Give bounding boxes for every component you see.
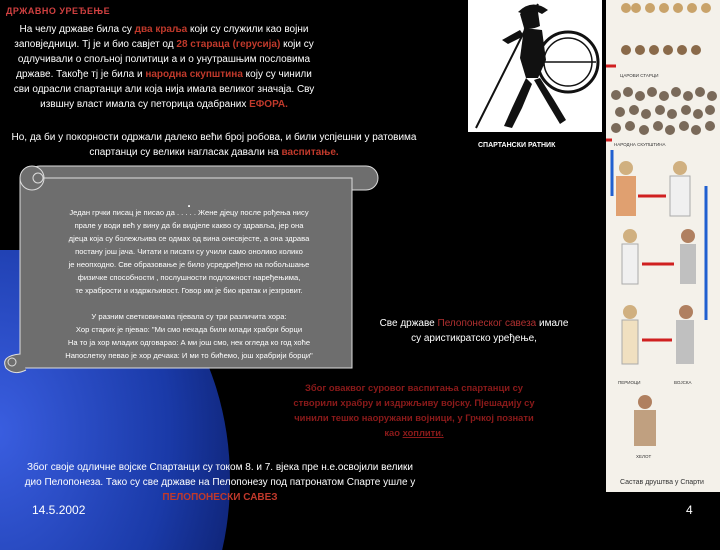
scroll-line: На то ја хор младих одговарао: А ми још смо, нек огледа ко год хоће <box>67 338 311 347</box>
scroll-line: постану још јача. Читати и писати су учили само онолико колико <box>75 247 303 256</box>
label-assembly: НАРОДНА СКУПШТИНА <box>614 142 666 147</box>
league-highlight: Пелопонеског савеза <box>437 318 537 329</box>
society-caption: Састав друштва у Спарти <box>620 479 704 486</box>
label-army: ВОЈСКА <box>674 380 692 385</box>
army-paragraph: Због оваквог суровог васпитања спартанци су створили храбру и издржљиву војску. Пјешадију су чинили тешко наоружани војници, у Грчкој познати као хоплити. <box>293 382 535 438</box>
intro-paragraph: На челу државе била су два краља који су служили као војни заповједници. Тј је и био савјет од 28 стараца (герусија) који су одлучивали о спољној политици а и о унутрашњим пословима државе. Такође тј је била и народна скупштина коју су чинили сви одрасли спартанци али која нија имала великог значаја. Сву извшну власт имала су петорица одабраних ЕФОРА. <box>13 24 315 110</box>
page-number: 4 <box>686 503 693 517</box>
spartan-society-image <box>606 0 720 492</box>
two-kings-highlight: два краља <box>134 24 188 35</box>
league-text: Све државе Пелопонеског савеза имале су аристикратско уређење, <box>379 318 569 344</box>
slide-title: ДРЖАВНО УРЕЂЕЊЕ <box>6 6 111 16</box>
scroll-text <box>26 196 352 362</box>
scroll-line: је неопходно. Све образовање је било усредређено на побољшање <box>68 260 310 269</box>
peloponnesian-league-highlight: ПЕЛОПОНЕСКИ САВЕЗ <box>162 492 278 503</box>
scroll-line: Један грчки писац је писао да . . . . . Жене дјецу после рођења нису <box>69 208 309 217</box>
spartan-warrior-image <box>468 0 602 132</box>
education-highlight: васпитање. <box>281 147 339 158</box>
scroll-line: прале у води већ у вину да би видјеле какво су здравља, јер она <box>74 221 304 230</box>
scroll-line <box>26 297 352 310</box>
hoplites-highlight: хоплити. <box>402 427 444 438</box>
warrior-caption: СПАРТАНСКИ РАТНИК <box>478 142 556 149</box>
scroll-line: Хор старих је пјевао: "Ми смо некада били млади храбри борци <box>75 325 303 334</box>
assembly-highlight: народна скупштина <box>145 69 243 80</box>
scroll-line: физичке способности , послушности подложност наређењима, <box>77 273 301 282</box>
bottom-paragraph: Због своје одличне војске Спартанци су током 8. и 7. вјека пре н.е.освојили велики дио Пелопонеза. Тако су све државе на Пелопонезу под патронатом Спарте ушле у ПЕЛОПОНЕСКИ САВЕЗ <box>24 462 416 503</box>
education-paragraph: Но, да би у покорности одржали далеко већи број робова, и били успјешни у ратовима спартанци су велики нагласак давали на васпитање. <box>11 132 417 158</box>
scroll-lines <box>26 206 352 362</box>
label-helot: ХЕЛОТ <box>636 454 652 459</box>
scroll-line: те храбрости и издржљивост. Говор им је био кратак и језгровит. <box>75 286 303 295</box>
scroll-line: У разним светковинама пјевала су три различита хора: <box>91 312 287 321</box>
label-periokoi: ПЕРИОЦИ <box>618 380 641 385</box>
slide-date: 14.5.2002 <box>32 503 86 517</box>
scroll-dot: . <box>187 196 191 210</box>
label-kings: ЦАРОВИ СТАРЦИ <box>620 73 659 78</box>
ephors-highlight: ЕФОРА. <box>249 99 288 110</box>
scroll-line: дјеца која су болежљива се одмах од вина онесвјесте, а она здрава <box>68 234 310 243</box>
elders-highlight: 28 стараца (герусија) <box>176 39 281 50</box>
scroll-line: Напослетку певао је хор дечака: И ми то бићемо, још храбрији борци" <box>65 351 313 360</box>
